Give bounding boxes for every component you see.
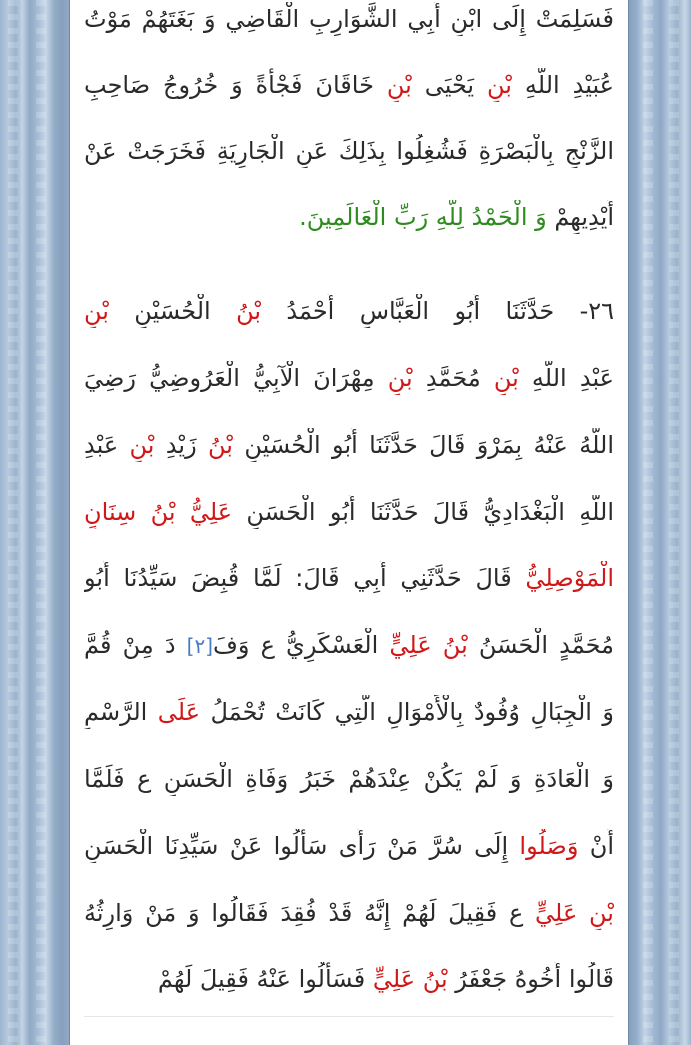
text-run: زَيْدِ — [154, 431, 209, 459]
frame-ornament — [643, 0, 653, 1045]
text-run: أَنْ — [578, 832, 614, 860]
text-line — [84, 561, 614, 595]
text-line — [84, 2, 614, 36]
text-run: قَالَ حَدَّثَنِي أَبِي قَالَ: لَمَّا قُبِضَ سَيِّدُنَا أَبُو — [84, 564, 526, 592]
frame-ornament — [36, 0, 46, 1045]
name-highlight: عَلَى — [157, 698, 201, 726]
text-run: الرَّسْمِ — [84, 698, 158, 726]
name-highlight: بْنِ — [487, 71, 512, 99]
text-run: اللَّهِ الْبَغْدَادِيُّ قَالَ حَدَّثَنَا أَبُو الْحَسَنِ — [232, 498, 614, 526]
text-run: قَالُوا أَخُوهُ جَعْفَرُ — [447, 965, 614, 993]
name-highlight: بْنِ — [84, 297, 109, 325]
text-line — [84, 695, 614, 729]
text-run: مُحَمَّدٍ الْحَسَنُ — [467, 631, 614, 659]
footnote-marker[interactable]: [٢] — [186, 634, 213, 658]
text-line — [84, 361, 614, 395]
text-line — [84, 428, 614, 462]
bottom-divider — [84, 1016, 614, 1017]
text-line — [84, 495, 614, 529]
text-run: عَبْدِ — [84, 431, 130, 459]
text-run: وَ الْعَادَةِ وَ لَمْ يَكُنْ عِنْدَهُمْ خَبَرُ وَفَاةِ الْحَسَنِ ع فَلَمَّا — [84, 765, 614, 793]
name-highlight: بْنُ — [236, 297, 262, 325]
frame-ornament — [8, 0, 18, 1045]
text-line — [84, 294, 614, 328]
quran-phrase: وَ الْحَمْدُ لِلَّهِ رَبِّ الْعَالَمِينَ. — [299, 203, 547, 231]
text-line — [84, 68, 614, 102]
text-run: مِهْرَانَ الْآبِيُّ الْعَرُوضِيُّ رَضِيَ — [84, 364, 388, 392]
text-run: مُحَمَّدِ — [412, 364, 494, 392]
text-run: فَسَلِمَتْ إِلَى ابْنِ أَبِي الشَّوَارِبِ الْقَاضِي وَ بَغَتَهُمْ مَوْتُ — [84, 5, 614, 33]
text-line — [84, 829, 614, 863]
name-highlight: بْنِ — [493, 364, 519, 392]
text-line — [84, 962, 614, 996]
text-run: وَ الْجِبَالِ وُفُودٌ بِالْأَمْوَالِ الَّتِي كَانَتْ تُحْمَلُ — [200, 698, 614, 726]
name-highlight: وَصَلُوا — [519, 832, 579, 860]
text-line — [84, 896, 614, 930]
book-page[interactable] — [69, 0, 629, 1045]
text-run: اللَّهُ عَنْهُ بِمَرْوَ قَالَ حَدَّثَنَا أَبُو الْحُسَيْنِ — [232, 431, 614, 459]
name-highlight: بْنُ — [208, 431, 233, 459]
text-line — [84, 134, 614, 168]
text-run: يَحْيَى — [411, 71, 488, 99]
text-line — [84, 762, 614, 796]
text-run: فَسَأَلُوا عَنْهُ فَقِيلَ لَهُمْ — [157, 965, 373, 993]
text-run: ع فَقِيلَ لَهُمْ إِنَّهُ قَدْ فُقِدَ فَقَالُوا وَ مَنْ وَارِثُهُ — [84, 899, 536, 927]
text-run: الْعَسْكَرِيُّ ع وَفَ — [213, 631, 390, 659]
text-run: أَيْدِيهِمْ — [546, 203, 614, 231]
text-run: عُبَيْدِ اللَّهِ — [511, 71, 614, 99]
frame-ornament — [669, 0, 679, 1045]
name-highlight: بْنِ — [386, 71, 412, 99]
name-highlight: بْنِ — [387, 364, 413, 392]
page-frame-right — [629, 0, 691, 1045]
name-highlight: بْنُ عَلِيٍّ — [372, 965, 448, 993]
text-line — [84, 628, 614, 662]
text-run: ٢٦- حَدَّثَنَا أَبُو الْعَبَّاسِ أَحْمَدُ — [261, 297, 614, 325]
name-highlight: بْنُ عَلِيٍّ — [389, 631, 468, 659]
text-run: دَ مِنْ قُمَّ — [84, 631, 187, 659]
text-run: خَاقَانَ فَجْأَةً وَ خُرُوجُ صَاحِبِ — [84, 71, 387, 99]
text-run: إِلَى سُرَّ مَنْ رَأَى سَأَلُوا عَنْ سَيِّدِنَا الْحَسَنِ — [84, 832, 520, 860]
text-run: عَبْدِ اللَّهِ — [518, 364, 614, 392]
text-line — [84, 200, 614, 234]
name-highlight: عَلِيُّ بْنُ سِنَانٍ — [84, 498, 233, 526]
text-run: الْحُسَيْنِ — [108, 297, 237, 325]
text-run: الزَّنْجِ بِالْبَصْرَةِ فَشُغِلُوا بِذَلِكَ عَنِ الْجَارِيَةِ فَخَرَجَتْ عَنْ — [84, 137, 614, 165]
name-highlight: الْمَوْصِلِيُّ — [525, 564, 614, 592]
name-highlight: بْنِ عَلِيٍّ — [535, 899, 614, 927]
name-highlight: بْنِ — [129, 431, 155, 459]
